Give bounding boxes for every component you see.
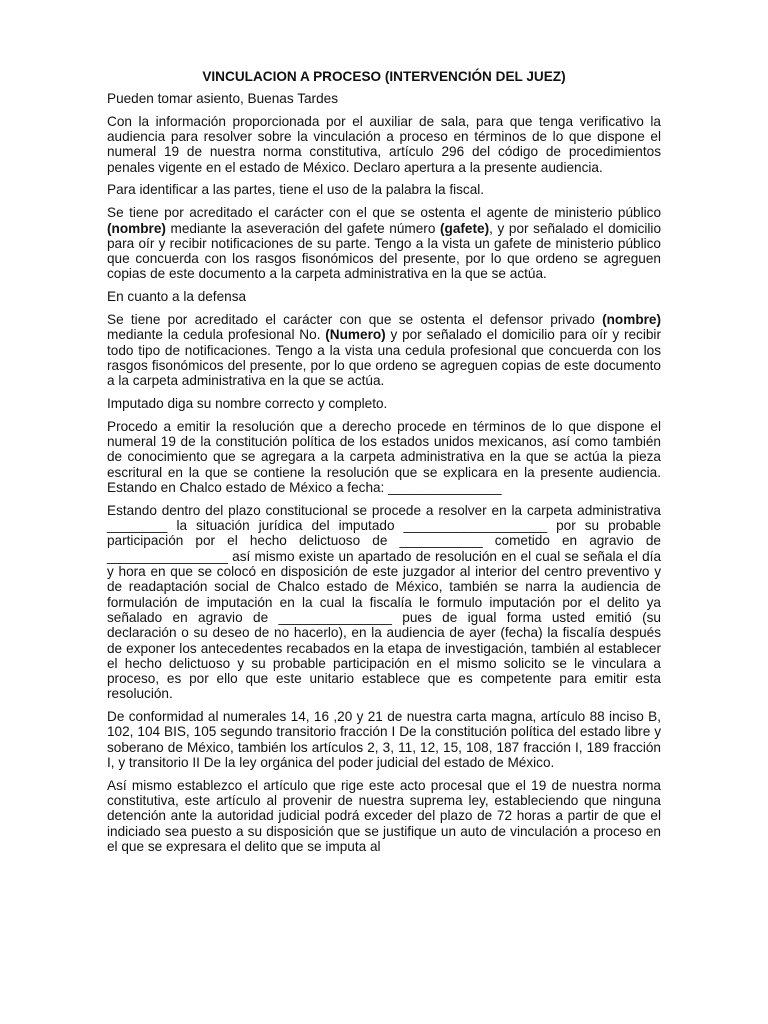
placeholder-numero: (Numero) [325,327,386,343]
paragraph-article-19: Así mismo establezco el artículo que rige este acto procesal que el 19 de nuestra norma constitutiva, este artículo al provenir de nuestra suprema ley, estableciendo que ninguna detención ante la autoridad judicial podrá exceder del plazo de 72 horas a partir de que el indiciado sea puesto a su disposición que se justifique un auto de vinculación a proceso en el que se expresara el delito que se imputa al [107,777,661,855]
text-segment: mediante la aseveración del gafete número [165,220,440,236]
text-segment: Se tiene por acreditado el carácter con el que se ostenta el agente de ministerio público [107,205,661,221]
placeholder-nombre: (nombre) [602,312,661,328]
placeholder-gafete: (gafete) [440,220,490,236]
paragraph-identify-parties: Para identificar a las partes, tiene el uso de la palabra la fiscal. [107,182,485,198]
placeholder-nombre: (nombre) [107,220,166,236]
paragraph-legal-basis: De conformidad al numerales 14, 16 ,20 y 21 de nuestra carta magna, artículo 88 inciso B, 102, 104 BIS, 105 segundo transitorio fracción I De la constitución política del estado libre y soberano de México, también los artículos 2, 3, 11, 12, 15, 108, 187 fracción I, 189 fracción I, y transitorio II De la ley orgánica del poder judicial del estado de México. [107,709,661,771]
text-segment: , y por señalado el domicilio para oír y recibir notificaciones de su parte. Tengo a la vista un gafete de ministerio público que concuerda con los rasgos fisonómicos del presente, por lo que ordeno se agreguen copias de este documento a la carpeta administrativa en la que se actúa. [107,220,661,282]
paragraph-constitutional-term: Estando dentro del plazo constitucional se procede a resolver en la carpeta administrativa ________ la situación jurídica del imputado ___________________ por su probable participación por el hecho delictuoso de ___________ cometido en agravio de ________________ así mismo existe un apartado de resolución en el cual se señala el día y hora en que se colocó en disposición de este juzgador al interior del centro preventivo y de readaptación social de Chalco estado de México, también se narra la audiencia de formulación de imputación en la cual la fiscalía le formulo imputación por el delito ya señalado en agravio de _______________ pues de igual forma usted emitió (su declaración o su deseo de no hacerlo), en la audiencia de ayer (fecha) la fiscalía después de exponer los antecedentes recabados en la etapa de investigación, también al establecer el hecho delictuoso y su probable participación en el mismo solicito se le vinculara a proceso, es por ello que este unitario establece que es competente para emitir esta resolución. [107,502,661,702]
text-segment: y por señalado el domicilio para oír y recibir todo tipo de notificaciones. Tengo a la vista una cedula profesional que concuerda con los rasgos fisonómicos del presente, por lo que ordeno se agreguen copias de este documento a la carpeta administrativa en la que se actúa. [107,327,661,389]
paragraph-defendant-name: Imputado diga su nombre correcto y completo. [107,396,388,412]
text-segment: Se tiene por acreditado el carácter con que se ostenta el defensor privado [107,312,603,328]
paragraph-resolution-intro: Procedo a emitir la resolución que a derecho procede en términos de lo que dispone el numeral 19 de la constitución política de los estados unidos mexicanos, así como también de conocimiento que se agregara a la carpeta administrativa en la que se actúa la pieza escritural en la que se contiene la resolución que se explicara en la presente audiencia. Estando en Chalco estado de México a fecha: _______________ [107,418,661,496]
text-segment: mediante la cedula profesional No. [107,327,326,343]
paragraph-defense [107,312,661,388]
paragraph-opening: Con la información proporcionada por el auxiliar de sala, para que tenga verificativo la audiencia para resolver sobre la vinculación a proceso en términos de lo que dispone el numeral 19 de nuestra norma constitutiva, artículo 296 del código de procedimientos penales vigente en el estado de México. Declaro apertura a la presente audiencia. [107,113,661,175]
paragraph-defense-heading: En cuanto a la defensa [107,289,247,305]
paragraph-prosecutor [107,205,661,281]
document-title: VINCULACION A PROCESO (INTERVENCIÓN DEL JUEZ) [202,69,566,84]
paragraph-greeting: Pueden tomar asiento, Buenas Tardes [107,91,338,106]
